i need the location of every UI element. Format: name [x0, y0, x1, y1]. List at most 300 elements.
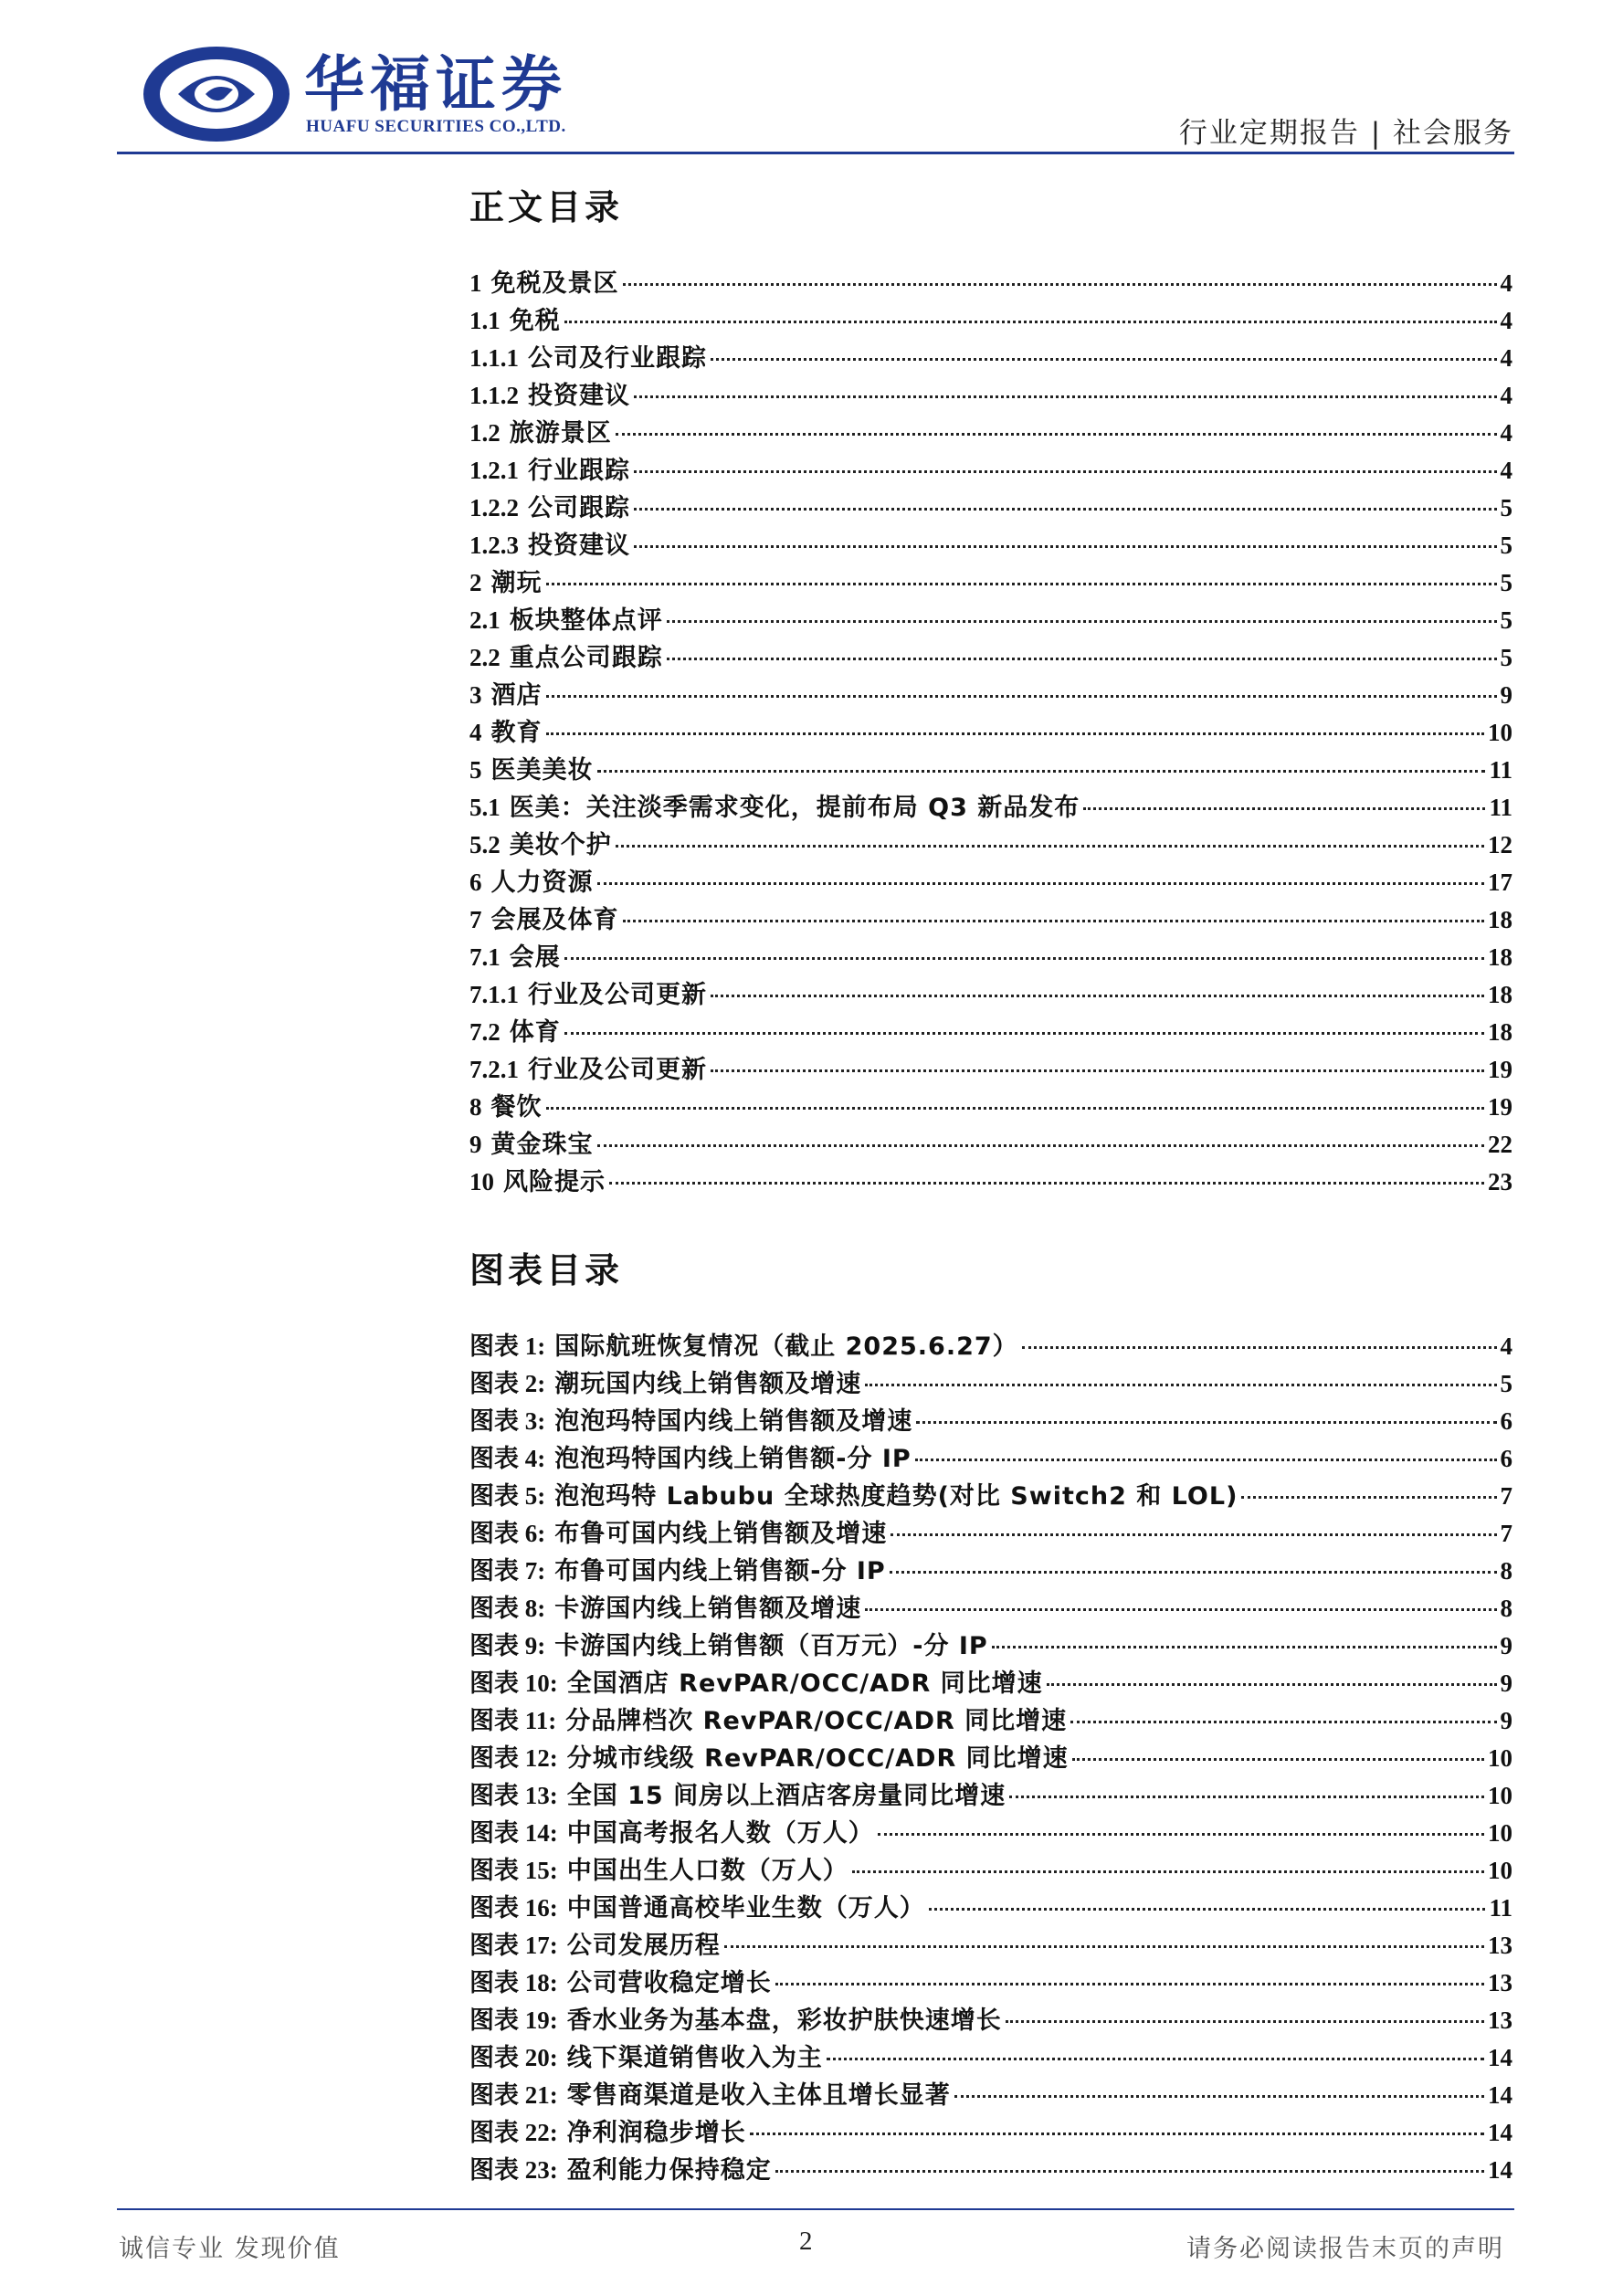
dot-leader	[775, 2170, 1484, 2173]
chart-toc-entry-page: 9	[1500, 1669, 1512, 1697]
dot-leader	[546, 732, 1485, 735]
dot-leader	[546, 1107, 1485, 1110]
dot-leader	[1022, 1346, 1497, 1349]
page-number: 2	[799, 2227, 813, 2256]
chart-toc-entry[interactable]	[469, 1513, 1512, 1551]
toc-entry-page: 18	[1488, 1018, 1512, 1046]
toc-entry[interactable]	[469, 600, 1512, 637]
dot-leader	[546, 695, 1497, 698]
chart-toc-entry-label	[469, 1775, 1006, 1811]
toc-entry-text: 公司跟踪	[528, 494, 630, 522]
toc-entry-number: 7.2	[469, 1018, 501, 1046]
toc-entry-label	[469, 525, 630, 561]
dot-leader	[634, 545, 1497, 548]
toc-entry[interactable]	[469, 675, 1512, 712]
chart-toc-entry-page: 10	[1488, 1819, 1512, 1847]
chart-toc-entry-number: 图表 22:	[469, 2119, 558, 2146]
toc-entry-number: 8	[469, 1093, 482, 1121]
dot-leader	[865, 1608, 1496, 1611]
toc-entry-number: 2.2	[469, 644, 501, 671]
dot-leader	[1083, 807, 1485, 810]
chart-toc-entry-text: 盈利能力保持稳定	[566, 2156, 772, 2185]
chart-toc-entry-label	[469, 1738, 1069, 1774]
dot-leader	[711, 995, 1484, 997]
dot-leader	[1006, 2020, 1484, 2023]
chart-toc-entry-text: 中国出生人口数（万人）	[566, 1857, 848, 1885]
toc-entry-text: 会展	[509, 943, 561, 972]
toc-entry[interactable]	[469, 413, 1512, 450]
dot-leader	[827, 2058, 1484, 2060]
toc-entry[interactable]	[469, 300, 1512, 338]
chart-toc-entry-number: 图表 4:	[469, 1445, 546, 1472]
dot-leader	[711, 1069, 1484, 1072]
toc-entry[interactable]	[469, 637, 1512, 675]
footer-disclaimer: 请务必阅读报告末页的声明	[1186, 2235, 1504, 2263]
toc-entry-page: 12	[1488, 831, 1512, 858]
chart-toc-entry[interactable]	[469, 1701, 1512, 1738]
toc-entry[interactable]	[469, 488, 1512, 525]
chart-toc-entry-number: 图表 12:	[469, 1744, 558, 1772]
chart-toc-entry-text: 布鲁可国内线上销售额-分 IP	[554, 1557, 886, 1585]
chart-toc-entry-page: 10	[1488, 1857, 1512, 1884]
chart-toc-entry-number: 图表 2:	[469, 1370, 546, 1397]
toc-entry-text: 行业跟踪	[528, 457, 630, 485]
dot-leader	[623, 283, 1497, 286]
dot-leader	[852, 1870, 1484, 1873]
chart-toc-entry[interactable]	[469, 1438, 1512, 1476]
toc-entry-page: 5	[1500, 606, 1512, 634]
chart-toc-entry[interactable]	[469, 1626, 1512, 1663]
toc-entry[interactable]	[469, 1162, 1512, 1199]
toc-entry-text: 旅游景区	[509, 419, 612, 448]
toc-entry[interactable]	[469, 712, 1512, 750]
toc-entry-label	[469, 338, 707, 374]
toc-entry-page: 5	[1500, 569, 1512, 596]
toc-entry-text: 人力资源	[490, 869, 594, 897]
toc-entry-page: 9	[1500, 681, 1512, 709]
toc-title: 正文目录	[469, 187, 624, 227]
toc-entry[interactable]	[469, 1012, 1512, 1049]
chart-toc-entry[interactable]	[469, 1963, 1512, 2000]
toc-entry-label	[469, 1162, 606, 1197]
toc-entry-label	[469, 900, 619, 935]
dot-leader	[597, 770, 1486, 773]
chart-toc-entry-number: 图表 18:	[469, 1969, 558, 1996]
chart-toc-entry-text: 卡游国内线上销售额（百万元）-分 IP	[554, 1632, 988, 1660]
toc-entry-page: 17	[1488, 869, 1512, 896]
toc-entry-page: 23	[1488, 1168, 1512, 1195]
dot-leader	[634, 395, 1497, 398]
toc-entry[interactable]	[469, 937, 1512, 974]
toc-entry-number: 7.1	[469, 943, 501, 971]
dot-leader	[724, 1945, 1484, 1948]
toc-entry-text: 酒店	[490, 681, 543, 710]
toc-entry-label	[469, 1012, 561, 1048]
chart-toc-entry[interactable]	[469, 1888, 1512, 1925]
chart-toc-entry-text: 公司发展历程	[566, 1932, 721, 1960]
toc-entry-number: 5.1	[469, 794, 501, 821]
chart-toc-entry-page: 7	[1500, 1520, 1512, 1547]
chart-toc-entry-text: 零售商渠道是收入主体且增长显著	[566, 2081, 951, 2110]
dot-leader	[597, 1144, 1485, 1147]
toc-entry-text: 公司及行业跟踪	[528, 344, 707, 373]
chart-toc-entry-page: 8	[1500, 1557, 1512, 1585]
toc-entry-text: 医美：关注淡季需求变化，提前布局 Q3 新品发布	[509, 794, 1080, 822]
chart-toc-entry-number: 图表 9:	[469, 1632, 546, 1659]
toc-entry-page: 5	[1500, 532, 1512, 559]
toc-entry-page: 5	[1500, 644, 1512, 671]
chart-toc-entry-number: 图表 3:	[469, 1407, 546, 1435]
dot-leader	[750, 2133, 1484, 2135]
chart-toc-entry-label	[469, 1813, 874, 1848]
dot-leader	[564, 321, 1497, 323]
dot-leader	[546, 583, 1497, 585]
toc-entry-page: 19	[1488, 1056, 1512, 1083]
chart-toc-entry-number: 图表 13:	[469, 1782, 558, 1809]
toc-entry-number: 1.2.1	[469, 457, 519, 484]
toc-entry-number: 3	[469, 681, 482, 709]
chart-toc-entry[interactable]	[469, 1925, 1512, 1963]
toc-entry-text: 黄金珠宝	[490, 1131, 594, 1159]
chart-toc-entry-text: 净利润稳步增长	[566, 2119, 746, 2147]
dot-leader	[916, 1421, 1496, 1424]
toc-entry-label	[469, 675, 543, 711]
toc-entry-page: 4	[1500, 382, 1512, 409]
toc-entry-page: 22	[1488, 1131, 1512, 1158]
dot-leader	[667, 658, 1497, 660]
toc-entry-label	[469, 974, 707, 1010]
footer-divider	[117, 2208, 1514, 2210]
toc-entry-label	[469, 1087, 543, 1122]
dot-leader	[564, 957, 1484, 960]
dot-leader	[597, 882, 1485, 885]
toc-entry-label	[469, 375, 630, 411]
dot-leader	[878, 1833, 1484, 1836]
chart-toc-entry-text: 全国酒店 RevPAR/OCC/ADR 同比增速	[566, 1669, 1043, 1698]
toc-entry[interactable]	[469, 1124, 1512, 1162]
toc-entry-label	[469, 937, 561, 973]
toc-entry-number: 1.1.1	[469, 344, 519, 372]
chart-toc-entry-label	[469, 2000, 1002, 2036]
toc-entry[interactable]	[469, 525, 1512, 563]
dot-leader	[1070, 1721, 1496, 1723]
dot-leader	[954, 2095, 1484, 2098]
chart-toc-entry-page: 14	[1488, 2119, 1512, 2146]
toc-entry-number: 6	[469, 869, 482, 896]
chart-toc-entry-label	[469, 1476, 1238, 1511]
chart-toc-entry-page: 13	[1488, 2006, 1512, 2034]
toc-entry-number: 1.1	[469, 307, 501, 334]
chart-toc-entry-text: 泡泡玛特国内线上销售额及增速	[554, 1407, 913, 1436]
chart-toc-entry-page: 6	[1500, 1407, 1512, 1435]
dot-leader	[616, 845, 1484, 848]
chart-toc-entry-number: 图表 11:	[469, 1707, 557, 1734]
toc-entry-number: 9	[469, 1131, 482, 1158]
dot-leader	[616, 433, 1497, 436]
toc-entry-page: 18	[1488, 943, 1512, 971]
toc-entry-label	[469, 300, 561, 336]
toc-entry-label	[469, 488, 630, 523]
dot-leader	[915, 1459, 1497, 1461]
dot-leader	[929, 1908, 1486, 1911]
chart-toc-entry-label	[469, 1888, 925, 1923]
chart-toc-entry-text: 线下渠道销售收入为主	[566, 2044, 823, 2072]
report-type: 行业定期报告 | 社会服务	[1178, 117, 1513, 150]
chart-toc-entry-text: 中国高考报名人数（万人）	[566, 1819, 874, 1848]
chart-toc-entry-page: 6	[1500, 1445, 1512, 1472]
toc-entry-page: 4	[1500, 457, 1512, 484]
chart-toc-entry-label	[469, 1925, 721, 1961]
toc-entry-number: 5.2	[469, 831, 501, 858]
dot-leader	[775, 1983, 1484, 1985]
chart-toc-entry[interactable]	[469, 1401, 1512, 1438]
chart-toc-entry-label	[469, 2150, 772, 2185]
dot-leader	[634, 470, 1497, 473]
chart-toc-entry[interactable]	[469, 1326, 1512, 1364]
text-toc-list	[469, 263, 1512, 1199]
chart-toc-title: 图表目录	[469, 1250, 624, 1290]
chart-toc-entry-label	[469, 2038, 823, 2073]
toc-entry[interactable]	[469, 338, 1512, 375]
chart-toc-entry-text: 国际航班恢复情况（截止 2025.6.27）	[554, 1332, 1018, 1361]
toc-entry-text: 行业及公司更新	[528, 981, 707, 1009]
chart-toc-entry-text: 分品牌档次 RevPAR/OCC/ADR 同比增速	[565, 1707, 1068, 1735]
chart-toc-entry-text: 泡泡玛特 Labubu 全球热度趋势(对比 Switch2 和 LOL)	[554, 1482, 1238, 1511]
toc-entry[interactable]	[469, 900, 1512, 937]
toc-entry-page: 4	[1500, 419, 1512, 447]
chart-toc-entry-label	[469, 1326, 1018, 1362]
chart-toc-entry-page: 11	[1489, 1894, 1512, 1922]
toc-entry-number: 2	[469, 569, 482, 596]
dot-leader	[711, 358, 1497, 361]
chart-toc-entry-label	[469, 1626, 988, 1661]
chart-toc-entry[interactable]	[469, 2038, 1512, 2075]
chart-toc-entry-page: 14	[1488, 2156, 1512, 2184]
chart-toc-entry[interactable]	[469, 1551, 1512, 1588]
toc-entry[interactable]	[469, 787, 1512, 825]
toc-entry-text: 投资建议	[528, 382, 630, 410]
toc-entry-label	[469, 263, 619, 299]
chart-toc-entry-number: 图表 6:	[469, 1520, 546, 1547]
chart-toc-entry-page: 13	[1488, 1932, 1512, 1959]
toc-entry[interactable]	[469, 450, 1512, 488]
chart-toc-entry-number: 图表 17:	[469, 1932, 558, 1959]
toc-entry-label	[469, 637, 663, 673]
toc-entry-label	[469, 787, 1080, 823]
chart-toc-entry-page: 5	[1500, 1370, 1512, 1397]
chart-toc-entry-text: 公司营收稳定增长	[566, 1969, 772, 1997]
chart-toc-entry[interactable]	[469, 2112, 1512, 2150]
toc-entry-text: 行业及公司更新	[528, 1056, 707, 1084]
chart-toc-entry[interactable]	[469, 1663, 1512, 1701]
toc-entry-label	[469, 825, 612, 860]
toc-entry-number: 5	[469, 756, 482, 784]
chart-toc-entry-text: 潮玩国内线上销售额及增速	[554, 1370, 862, 1398]
toc-entry-page: 10	[1488, 719, 1512, 746]
toc-entry-number: 7	[469, 906, 482, 933]
toc-entry[interactable]	[469, 1087, 1512, 1124]
chart-toc-entry-page: 14	[1488, 2081, 1512, 2109]
dot-leader	[1241, 1496, 1496, 1499]
chart-toc-entry-page: 9	[1500, 1632, 1512, 1659]
chart-toc-entry-text: 卡游国内线上销售额及增速	[554, 1595, 862, 1623]
toc-entry-label	[469, 450, 630, 486]
toc-entry-page: 19	[1488, 1093, 1512, 1121]
chart-toc-entry-label	[469, 1963, 772, 1998]
logo-chinese-name: 华福证券	[304, 49, 567, 120]
chart-toc-entry-text: 泡泡玛特国内线上销售额-分 IP	[554, 1445, 912, 1473]
toc-entry-label	[469, 712, 543, 748]
chart-toc-entry-label	[469, 1401, 912, 1437]
toc-entry-label	[469, 563, 543, 598]
chart-toc-entry-page: 8	[1500, 1595, 1512, 1622]
chart-toc-entry[interactable]	[469, 1588, 1512, 1626]
toc-entry-text: 餐饮	[490, 1093, 543, 1122]
chart-toc-entry-page: 13	[1488, 1969, 1512, 1996]
toc-entry-page: 4	[1500, 344, 1512, 372]
toc-entry-label	[469, 750, 594, 785]
dot-leader	[992, 1646, 1497, 1648]
toc-entry-page: 11	[1489, 756, 1512, 784]
toc-entry-number: 2.1	[469, 606, 501, 634]
toc-entry-text: 投资建议	[528, 532, 630, 560]
toc-entry-label	[469, 413, 612, 448]
company-logo	[142, 44, 598, 144]
toc-entry-text: 风险提示	[503, 1168, 606, 1196]
toc-entry-page: 5	[1500, 494, 1512, 521]
toc-entry-number: 1	[469, 269, 482, 297]
chart-toc-entry-label	[469, 1438, 912, 1474]
chart-toc-entry-number: 图表 21:	[469, 2081, 558, 2109]
toc-entry-number: 1.2.2	[469, 494, 519, 521]
chart-toc-entry[interactable]	[469, 1738, 1512, 1775]
dot-leader	[1047, 1683, 1497, 1686]
toc-entry-page: 18	[1488, 906, 1512, 933]
chart-toc-entry[interactable]	[469, 1813, 1512, 1850]
chart-toc-entry-page: 10	[1488, 1782, 1512, 1809]
chart-toc-entry-number: 图表 16:	[469, 1894, 558, 1922]
chart-toc-entry-text: 布鲁可国内线上销售额及增速	[554, 1520, 888, 1548]
toc-entry-number: 1.2.3	[469, 532, 519, 559]
chart-toc-entry-label	[469, 1551, 886, 1586]
chart-toc-entry-number: 图表 10:	[469, 1669, 558, 1697]
logo-english-name: HUAFU SECURITIES CO.,LTD.	[306, 117, 566, 136]
chart-toc-entry-text: 中国普通高校毕业生数（万人）	[566, 1894, 925, 1922]
toc-entry-text: 会展及体育	[490, 906, 619, 934]
chart-toc-entry-page: 7	[1500, 1482, 1512, 1510]
toc-entry-label	[469, 1049, 707, 1085]
header-divider	[117, 152, 1514, 154]
toc-entry-text: 医美美妆	[490, 756, 594, 785]
toc-entry[interactable]	[469, 862, 1512, 900]
chart-toc-entry-page: 9	[1500, 1707, 1512, 1734]
toc-entry-page: 4	[1500, 307, 1512, 334]
toc-entry-number: 10	[469, 1168, 494, 1195]
chart-toc-entry-label	[469, 1701, 1067, 1736]
chart-toc-list	[469, 1326, 1512, 2187]
toc-entry[interactable]	[469, 825, 1512, 862]
toc-entry-page: 11	[1489, 794, 1512, 821]
toc-entry[interactable]	[469, 974, 1512, 1012]
chart-toc-entry-page: 4	[1500, 1332, 1512, 1360]
dot-leader	[891, 1533, 1496, 1536]
chart-toc-entry-number: 图表 15:	[469, 1857, 558, 1884]
chart-toc-entry-label	[469, 2112, 746, 2148]
toc-entry-number: 1.2	[469, 419, 501, 447]
toc-entry[interactable]	[469, 750, 1512, 787]
chart-toc-entry-label	[469, 1364, 861, 1399]
chart-toc-entry-label	[469, 1513, 887, 1549]
chart-toc-entry-label	[469, 1588, 861, 1624]
toc-entry-text: 教育	[490, 719, 543, 747]
toc-entry-text: 重点公司跟踪	[509, 644, 663, 672]
dot-leader	[1009, 1796, 1484, 1798]
toc-entry[interactable]	[469, 263, 1512, 300]
toc-entry-label	[469, 862, 594, 898]
toc-entry-text: 体育	[509, 1018, 561, 1047]
chart-toc-entry-number: 图表 1:	[469, 1332, 546, 1360]
toc-entry-number: 4	[469, 719, 482, 746]
chart-toc-entry[interactable]	[469, 2075, 1512, 2112]
chart-toc-entry-number: 图表 7:	[469, 1557, 546, 1585]
huafu-logo-icon	[142, 44, 292, 144]
dot-leader	[623, 920, 1485, 922]
dot-leader	[667, 620, 1497, 623]
chart-toc-entry-text: 香水业务为基本盘，彩妆护肤快速增长	[566, 2006, 1002, 2035]
dot-leader	[890, 1571, 1497, 1574]
toc-entry-number: 7.1.1	[469, 981, 519, 1008]
toc-entry[interactable]	[469, 1049, 1512, 1087]
chart-toc-entry-text: 全国 15 间房以上酒店客房量同比增速	[566, 1782, 1006, 1810]
footer-slogan: 诚信专业 发现价值	[119, 2235, 341, 2263]
chart-toc-entry[interactable]	[469, 2000, 1512, 2038]
toc-entry-text: 免税	[509, 307, 561, 335]
toc-entry-text: 板块整体点评	[509, 606, 663, 635]
toc-entry-page: 18	[1488, 981, 1512, 1008]
toc-entry-page: 4	[1500, 269, 1512, 297]
chart-toc-entry[interactable]	[469, 1850, 1512, 1888]
dot-leader	[1072, 1758, 1484, 1761]
chart-toc-entry-number: 图表 23:	[469, 2156, 558, 2184]
chart-toc-entry-label	[469, 1663, 1043, 1699]
dot-leader	[609, 1182, 1484, 1185]
toc-entry[interactable]	[469, 563, 1512, 600]
chart-toc-entry[interactable]	[469, 1476, 1512, 1513]
chart-toc-entry-number: 图表 5:	[469, 1482, 546, 1510]
chart-toc-entry-label	[469, 2075, 951, 2111]
chart-toc-entry[interactable]	[469, 2150, 1512, 2187]
toc-entry-number: 1.1.2	[469, 382, 519, 409]
dot-leader	[564, 1032, 1484, 1035]
toc-entry-text: 美妆个护	[509, 831, 612, 859]
chart-toc-entry-number: 图表 14:	[469, 1819, 558, 1847]
dot-leader	[634, 508, 1497, 511]
toc-entry[interactable]	[469, 375, 1512, 413]
toc-entry-text: 免税及景区	[490, 269, 619, 298]
chart-toc-entry[interactable]	[469, 1364, 1512, 1401]
chart-toc-entry-page: 10	[1488, 1744, 1512, 1772]
toc-entry-number: 7.2.1	[469, 1056, 519, 1083]
toc-entry-text: 潮玩	[490, 569, 543, 597]
chart-toc-entry-text: 分城市线级 RevPAR/OCC/ADR 同比增速	[566, 1744, 1069, 1773]
chart-toc-entry-page: 14	[1488, 2044, 1512, 2071]
dot-leader	[865, 1384, 1496, 1386]
toc-entry-label	[469, 600, 663, 636]
toc-entry-label	[469, 1124, 594, 1160]
chart-toc-entry-number: 图表 20:	[469, 2044, 558, 2071]
chart-toc-entry-number: 图表 8:	[469, 1595, 546, 1622]
chart-toc-entry[interactable]	[469, 1775, 1512, 1813]
